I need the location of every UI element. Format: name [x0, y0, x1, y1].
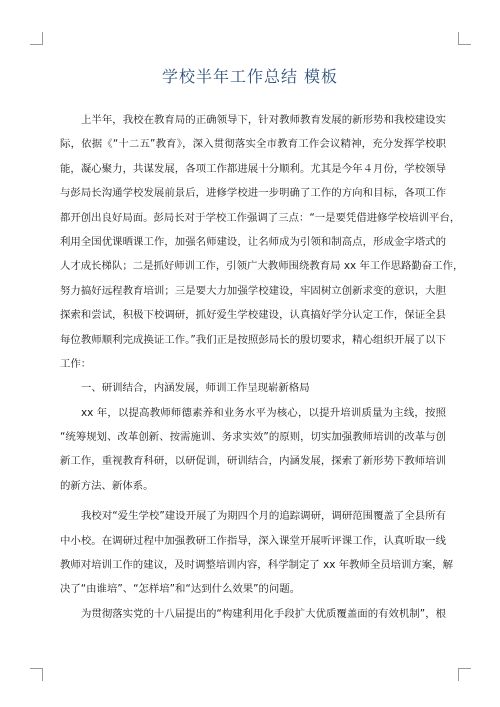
text-line: 教师对培训工作的建议，及时调整培训内容，科学制定了 xx 年教师全员培训方案，解 — [60, 559, 453, 572]
text-line: 人才成长梯队；二是抓好师训工作，引领广大教师围绕教育局 xx 年工作思路勤奋工作， — [60, 260, 464, 273]
text-line: 的新方法、新体系。 — [60, 479, 154, 492]
text-line: 每位教师顺利完成换证工作。”我们正是按照彭局长的殷切要求，精心组织开展了以下 — [60, 333, 446, 346]
text-line: 都开创出良好局面。彭局长对于学校工作强调了三点：“一是要凭借进修学校培训平台， — [60, 211, 461, 224]
paragraph-intro — [60, 108, 464, 376]
text-line: 与彭局长沟通学校发展前景后，进修学校进一步明确了工作的方向和目标，各项工作 — [60, 187, 446, 200]
paragraph-implementation — [60, 602, 446, 626]
crop-mark-bottom-right — [458, 668, 471, 681]
document-title: 学校半年工作总结 模板 — [161, 67, 339, 86]
text-line: 一、研训结合，内涵发展，师训工作呈现崭新格局 — [81, 382, 310, 395]
crop-mark-top-left — [30, 32, 43, 45]
text-line: 为贯彻落实党的十八届提出的“构建利用化手段扩大优质覆盖面的有效机制”，根 — [81, 607, 446, 620]
section-heading — [60, 376, 446, 400]
document-body — [60, 108, 464, 626]
text-line: 新工作，重视教育科研，以研促训，研训结合，内涵发展，探索了新形势下教师培训 — [60, 455, 446, 468]
text-line: 工作： — [60, 357, 92, 370]
text-line: 上半年，我校在教育局的正确领导下，针对教师教育发展的新形势和我校建设实 — [81, 114, 446, 126]
text-line: 努力搞好远程教育培训；三是要大力加强学校建设，牢固树立创新求变的意识，大胆 — [60, 284, 446, 297]
text-line: 能，凝心聚力，共谋发展，各项工作都进展十分顺利。尤其是今年４月份，学校领导 — [60, 162, 446, 175]
crop-mark-top-right — [458, 32, 471, 45]
text-line: 我校对“爱生学校”建设开展了为期四个月的追踪调研，调研范围覆盖了全县所有 — [81, 510, 446, 523]
text-line: 利用全国优课晒课工作，加强名师建设，让名师成为引领和制高点，形成金字塔式的 — [60, 235, 446, 248]
paragraph-research — [60, 504, 453, 602]
text-line: 中小校。在调研过程中加强教研工作指导，深入课堂开展听评课工作，认真听取一线 — [60, 534, 446, 547]
crop-mark-bottom-left — [30, 668, 43, 681]
text-line: 际，依据《“十二五”教育》，深入贯彻落实全市教育工作会议精神，充分发挥学校职 — [60, 138, 446, 151]
text-line: xx 年，以提高教师师德素养和业务水平为核心，以提升培训质量为主线，按照 — [81, 406, 446, 419]
paragraph-training — [60, 401, 446, 499]
text-line: “统筹规划、改革创新、按需施训、务求实效”的原则，切实加强教师培训的改革与创 — [60, 431, 446, 444]
text-line: 决了“由谁培”、“怎样培”和“达到什么效果”的问题。 — [60, 583, 301, 596]
text-line: 探索和尝试，积极下校调研，抓好爱生学校建设，认真搞好学分认定工作，保证全县 — [60, 309, 446, 322]
